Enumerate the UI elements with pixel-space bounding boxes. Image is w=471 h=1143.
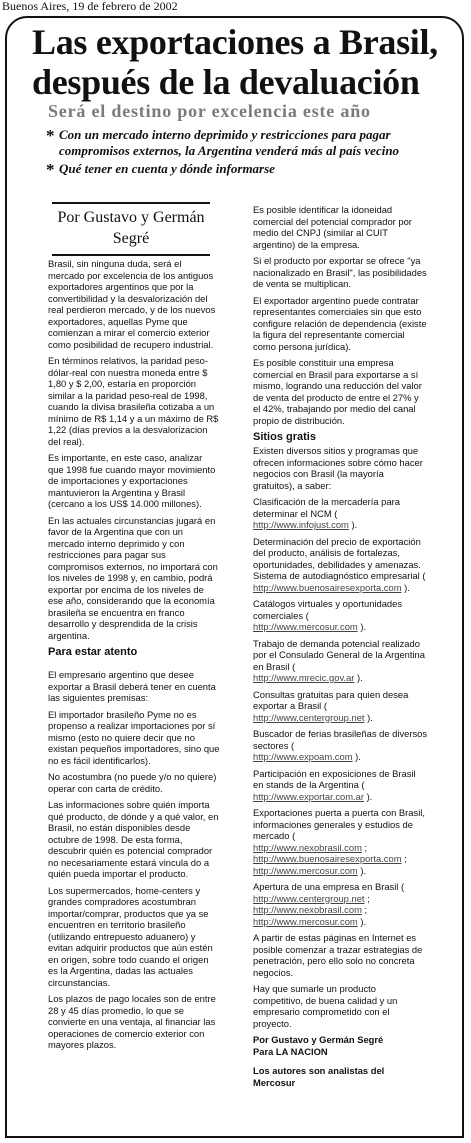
- paragraph: No acostumbra (no puede y/o no quiere) operar con carta de crédito.: [48, 771, 217, 794]
- paragraph: A partir de estas páginas en Internet es posible comenzar a trazar estrategias de penetración, pero ello solo no concreta negocios.: [253, 932, 423, 978]
- site-link[interactable]: http://www.centergroup.net: [253, 711, 365, 723]
- paragraph: El empresario argentino que desee exportar a Brasil deberá tener en cuenta las siguientes premisas:: [48, 669, 216, 703]
- site-link[interactable]: http://www.mercosur.com: [253, 915, 358, 927]
- site-link[interactable]: http://www.expoam.com: [253, 751, 353, 762]
- site-close: ).: [363, 790, 373, 802]
- site-close: ).: [352, 751, 361, 762]
- site-link[interactable]: http://www.nexobrasil.com: [253, 904, 362, 915]
- site-link[interactable]: http://www.mercosur.com: [253, 864, 358, 876]
- section-heading: Sitios gratis: [253, 431, 316, 443]
- asterisk-icon: *: [46, 126, 55, 145]
- section-heading: Para estar atento: [48, 646, 138, 658]
- subtitle: Será el destino por excelencia este año: [48, 101, 371, 121]
- asterisk-icon: *: [46, 160, 55, 179]
- site-entry: [253, 598, 428, 633]
- site-description: Catálogos virtuales y oportunidades comerciales (: [253, 598, 403, 621]
- paragraph: Las informaciones sobre quién importa qué producto, de dónde y a qué valor, en Brasil, no están disponibles desde octubre de 1998. De esta forma, descubrir quién es potencial comprador no necesariamente estará vincula do a quién pueda importar el producto.: [48, 799, 219, 879]
- signoff-note: Los autores son analistas del Mercosur: [253, 1065, 385, 1088]
- left-column: [48, 258, 220, 1056]
- paragraph: Los plazos de pago locales son de entre 28 y 45 días promedio, lo que se convierte en una ventaja, al financiar las operaciones de comercio exterior con mayores plazos.: [48, 993, 216, 1050]
- summary-bullet: [46, 127, 456, 159]
- paragraph: Es importante, en este caso, analizar que 1998 fue cuando mayor movimiento de importaciones y exportaciones mantuvieron la Argentina y Brasil (cercano a los US$ 14.000 millones).: [48, 452, 216, 509]
- site-entry: [253, 689, 428, 724]
- site-link[interactable]: http://www.infojust.com: [253, 519, 349, 530]
- site-close: ).: [401, 581, 410, 593]
- paragraph: Brasil, sin ninguna duda, será el mercado por excelencia de los antiguos exportadores argentinos que por la convertibilidad y la desvalorización del real perdieron mercado, y de los nuevos exportadores, aquellas Pyme que comienzan a mirar el comercio exterior como posibilidad de recupero industrial.: [48, 258, 216, 350]
- site-description: Buscador de ferias brasileñas de diversos sectores (: [253, 728, 428, 751]
- sites-list: [253, 496, 428, 927]
- site-link[interactable]: http://www.buenosairesexporta.com: [253, 853, 402, 864]
- summary-bullets: [46, 127, 456, 179]
- site-description: Participación en exposiciones de Brasil en stands de la Argentina (: [253, 767, 416, 790]
- paragraph: Es posible constituir una empresa comercial en Brasil para exportarse a sí mismo, logrando una reducción del valor de venta del producto de entre el 27% y el 42%, trabajando por medio del canal propio de distribución.: [253, 357, 422, 426]
- site-close: ).: [348, 519, 358, 530]
- byline: Por Gustavo y Germán Segré: [52, 202, 210, 256]
- site-description: Consultas gratuitas para quien desea exportar a Brasil (: [253, 688, 409, 711]
- site-close: ).: [354, 672, 363, 683]
- site-link[interactable]: http://www.nexobrasil.com: [253, 841, 362, 853]
- paragraph: En las actuales circunstancias jugará en favor de la Argentina que con un mercado interno deprimido y con restricciones para pagar sus compromisos externos, no importará con los niveles de 1998 y, en cambio, podrá exportar por encima de los niveles de ese año, considerando que la economía brasileña se encuentra en franco desarrollo y desprendida de la crisis argentina.: [48, 514, 218, 641]
- summary-bullet-text: Qué tener en cuenta y dónde informarse: [59, 161, 275, 176]
- site-close: ).: [357, 621, 367, 632]
- paragraph: Hay que sumarle un producto competitivo, de buena calidad y un empresario comprometido con el proyecto.: [253, 983, 398, 1029]
- site-link[interactable]: http://www.centergroup.net: [253, 892, 365, 904]
- summary-bullet: [46, 161, 456, 177]
- signoff-publication: Para LA NACION: [253, 1045, 328, 1057]
- signoff-authors: Por Gustavo y Germán Segré: [253, 1034, 384, 1045]
- paragraph: El importador brasileño Pyme no es propenso a realizar importaciones por sí mismo (esto no quiere decir que no existan pequeños importadores, sino que no es fácil identificarlos).: [48, 708, 220, 766]
- paragraph: Si el producto por exportar se ofrece "ya nacionalizado en Brasil", las posibilidades de venta se multiplican.: [253, 255, 427, 289]
- right-column: [253, 204, 428, 1093]
- headline: Las exportaciones a Brasil, después de la devaluación: [32, 22, 438, 102]
- site-description: Apertura de una empresa en Brasil (: [253, 881, 405, 892]
- site-link[interactable]: http://www.exportar.com.ar: [253, 790, 364, 802]
- site-description: Determinación del precio de exportación del producto, análisis de fortalezas, oportunidades, debilidades y amenazas. Sistema de autodiagnóstico empresarial (: [253, 535, 426, 581]
- paragraph: Es posible identificar la idoneidad comercial del potencial comprador por medio del CNPJ (similar al CUIT argentino) de la empresa.: [253, 204, 412, 250]
- dateline: Buenos Aires, 19 de febrero de 2002: [2, 0, 178, 13]
- site-entry: Exportaciones puerta a puerta con Brasil, informaciones generales y estudios de mercado ( http://www.nexobrasil.com ; http://www.buenosairesexporta.com ; http://www.mercosur.com ).: [253, 807, 425, 876]
- site-entry: [253, 638, 428, 684]
- site-close: ).: [357, 915, 367, 927]
- site-link[interactable]: http://www.buenosairesexporta.com: [253, 581, 402, 593]
- site-entry: [253, 768, 428, 803]
- site-entry: [253, 536, 428, 594]
- paragraph: En términos relativos, la paridad peso-dólar-real con nuestra moneda entre $ 1,80 y $ 2,00, estaría en proporción similar a la paridad peso-real de 1998, cuando la divisa brasileña cotizaba a un mínimo de R$ 1,14 y a un máximo de R$ 1,22 (días previos a la desvalorizacion del real).: [48, 355, 219, 447]
- site-link[interactable]: http://www.mercosur.com: [253, 621, 358, 632]
- site-close: ).: [357, 864, 367, 876]
- site-description: Exportaciones puerta a puerta con Brasil, informaciones generales y estudios de mercado (: [253, 807, 425, 841]
- site-entry: Apertura de una empresa en Brasil ( http://www.centergroup.net ; http://www.nexobrasil.com ; http://www.mercosur.com ).: [253, 881, 405, 927]
- summary-bullet-text: Con un mercado interno deprimido y restricciones para pagar compromisos externos, la Argentina venderá más al país vecino: [59, 127, 400, 158]
- site-link[interactable]: http://www.mrecic.gov.ar: [253, 672, 355, 683]
- paragraph: Los supermercados, home-centers y grandes compradores acostumbran importar/comprar, productos que ya se encuentren en territorio brasileño (utilizando entrepuesto aduanero) y evitan adquirir productos que aún estén en origen, sobre todo cuando el origen es la Argentina, dadas las actuales circunstancias.: [48, 884, 213, 988]
- paragraph: El exportador argentino puede contratar representantes comerciales sin que esto configure relación de dependencia (existe la figura del representante comercial como persona jurídica).: [253, 294, 427, 352]
- site-description: Trabajo de demanda potencial realizado por el Consulado General de la Argentina en Brasil (: [253, 637, 425, 672]
- site-entry: [253, 728, 428, 763]
- site-close: ).: [364, 711, 373, 723]
- site-entry: [253, 496, 428, 531]
- site-description: Clasificación de la mercadería para determinar el NCM (: [253, 496, 400, 519]
- paragraph: Existen diversos sitios y programas que ofrecen informaciones sobre cómo hacer negocios con Brasil (la mayoría gratuitos), a saber:: [253, 445, 423, 491]
